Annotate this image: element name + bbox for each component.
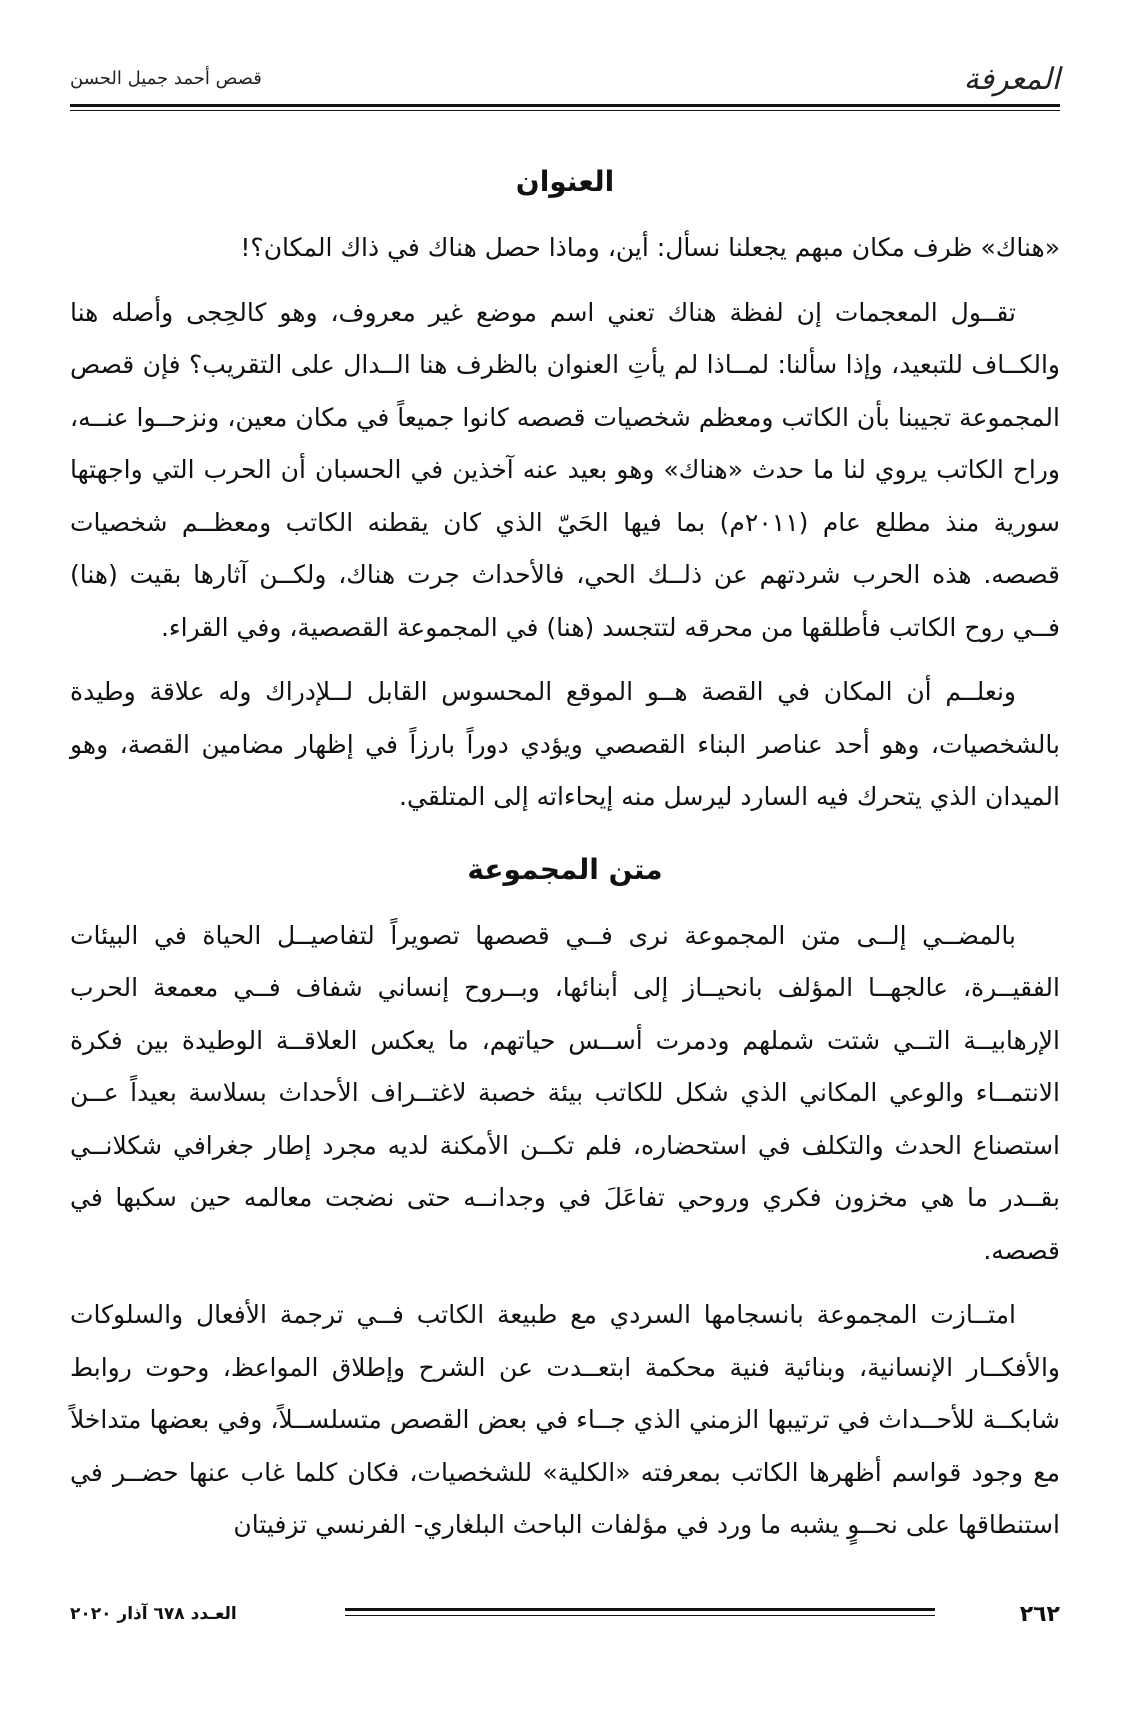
article-body bbox=[70, 160, 1060, 1564]
paragraph: امتــازت المجموعة بانسجامها السردي مع طبيعة الكاتب فــي ترجمة الأفعال والسلوكات والأفكــار الإنسانية، وبنائية فنية محكمة ابتعــدت عن الشرح وإطلاق المواعظ، وحوت روابط شابكــة للأحــداث في ترتيبها الزمني الذي جــاء في بعض القصص متسلســلاً، وفي بعضها متداخلاً مع وجود قواسم أظهرها الكاتب بمعرفته «الكلية» للشخصيات، فكان كلما غاب عنها حضــر في استنطاقها على نحــوٍ يشبه ما ورد في مؤلفات الباحث البلغاري- الفرنسي تزفيتان bbox=[70, 1300, 1060, 1539]
paragraph: «هناك» ظرف مكان مبهم يجعلنا نسأل: أين، وماذا حصل هناك في ذاك المكان؟! bbox=[240, 233, 1060, 262]
header-rule-thin bbox=[70, 110, 1060, 111]
header-rule bbox=[70, 104, 1060, 107]
page-header bbox=[70, 58, 1060, 98]
paragraph: بالمضــي إلــى متن المجموعة نرى فــي قصصها تصويراً لتفاصيــل الحياة في البيئات الفقيــرة، عالجهــا المؤلف بانحيــاز إلى أبنائها، وبــروح إنساني شفاف فــي معمعة الحرب الإرهابيــة التــي شتت شملهم ودمرت أســس حياتهم، ما يعكس العلاقــة الوطيدة بين فكرة الانتمــاء والوعي المكاني الذي شكل للكاتب بيئة خصبة لاغتــراف الأحداث بسلاسة بعيداً عــن استصناع الحدث والتكلف في استحضاره، فلم تكــن الأمكنة لديه مجرد إطار جغرافي شكلانــي بقــدر ما هي مخزون فكري وروحي تفاعَلَ في وجدانــه حتى نضجت معالمه حين سكبها في قصصه. bbox=[70, 920, 1060, 1265]
magazine-logo: المعرفة bbox=[963, 62, 1060, 97]
paragraph: تقــول المعجمات إن لفظة هناك تعني اسم موضع غير معروف، وهو كالحِجى وأصله هنا والكــاف للتبعيد، وإذا سألنا: لمــاذا لم يأتِ العنوان بالظرف هنا الــدال على التقريب؟ فإن قصص المجموعة تجيبنا بأن الكاتب ومعظم شخصيات قصصه كانوا جميعاً في مكان معين، ونزحــوا عنــه، وراح الكاتب يروي لنا ما حدث «هناك» وهو بعيد عنه آخذين في الحسبان أن الحرب التي واجهتها سورية منذ مطلع عام (٢٠١١م) بما فيها الحَيّ الذي كان يقطنه الكاتب ومعظــم شخصيات قصصه. هذه الحرب شردتهم عن ذلــك الحي، فالأحداث جرت هناك، ولكــن آثارها بقيت (هنا) فــي روح الكاتب فأطلقها من محرقه لتتجسد (هنا) في المجموعة القصصية، وفي القراء. bbox=[70, 297, 1061, 642]
page-footer bbox=[70, 1602, 1060, 1632]
page-number: ٢٦٢ bbox=[1019, 1602, 1060, 1627]
paragraph: ونعلــم أن المكان في القصة هــو الموقع المحسوس القابل لــلإدراك وله علاقة وطيدة بالشخصيات، وهو أحد عناصر البناء القصصي ويؤدي دوراً بارزاً في إظهار مضامين القصة، وهو الميدان الذي يتحرك فيه السارد ليرسل منه إيحاءاته إلى المتلقي. bbox=[70, 677, 1060, 811]
running-title: قصص أحمد جميل الحسن bbox=[70, 68, 262, 89]
section-heading-collection: متن المجموعة bbox=[467, 852, 663, 886]
issue-info: العـدد ٦٧٨ آذار ٢٠٢٠ bbox=[70, 1604, 237, 1624]
section-heading-title: العنوان bbox=[515, 165, 615, 198]
